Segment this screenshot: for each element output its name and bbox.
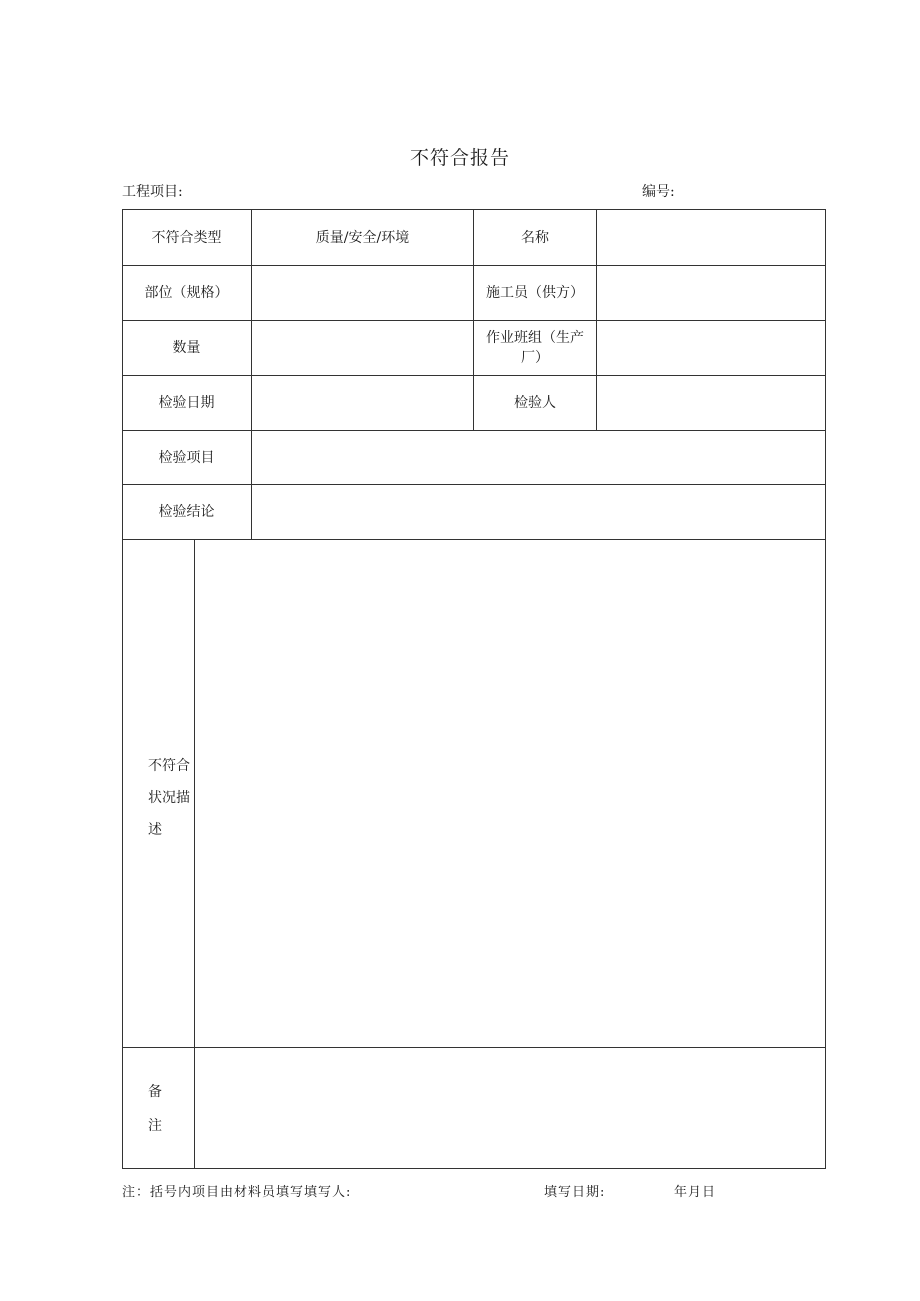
footer-note: 注：括号内项目由材料员填写填写人: <box>122 1185 352 1200</box>
inspector-label: 检验人 <box>514 395 556 411</box>
description-label-line: 不符合 <box>148 758 190 774</box>
team-field[interactable] <box>597 321 824 375</box>
description-field[interactable] <box>195 540 824 1047</box>
remarks-label-line: 注 <box>148 1118 162 1134</box>
project-label: 工程项目: <box>122 184 183 200</box>
location-field[interactable] <box>252 266 473 320</box>
footer-date-label: 填写日期: <box>544 1185 606 1200</box>
location-label: 部位（规格） <box>144 285 229 301</box>
quantity-field[interactable] <box>252 321 473 375</box>
conclusion-field[interactable] <box>252 485 824 539</box>
number-label: 编号: <box>642 184 675 200</box>
name-label: 名称 <box>521 229 549 246</box>
date-field[interactable] <box>252 376 473 430</box>
description-label-line: 述 <box>148 822 162 838</box>
name-field[interactable] <box>597 210 824 265</box>
remarks-label <box>148 1075 198 1143</box>
worker-label: 施工员（供方） <box>486 285 584 301</box>
remarks-label-line: 备 <box>148 1084 162 1100</box>
worker-field[interactable] <box>597 266 824 320</box>
page-title: 不符合报告 <box>409 147 510 169</box>
items-label: 检验项目 <box>158 449 215 466</box>
quantity-label: 数量 <box>172 340 201 356</box>
date-label: 检验日期 <box>158 395 215 411</box>
inspector-field[interactable] <box>597 376 824 430</box>
type-value: 质量/安全/环境 <box>315 229 410 246</box>
conclusion-label: 检验结论 <box>158 504 215 520</box>
items-field[interactable] <box>252 431 824 484</box>
description-label <box>148 750 198 846</box>
type-label: 不符合类型 <box>151 229 222 246</box>
team-label: 作业班组（生产厂） <box>486 330 584 366</box>
description-label-line: 状况描 <box>148 790 190 806</box>
footer-date-value: 年月日 <box>674 1185 717 1200</box>
remarks-field[interactable] <box>195 1048 824 1167</box>
